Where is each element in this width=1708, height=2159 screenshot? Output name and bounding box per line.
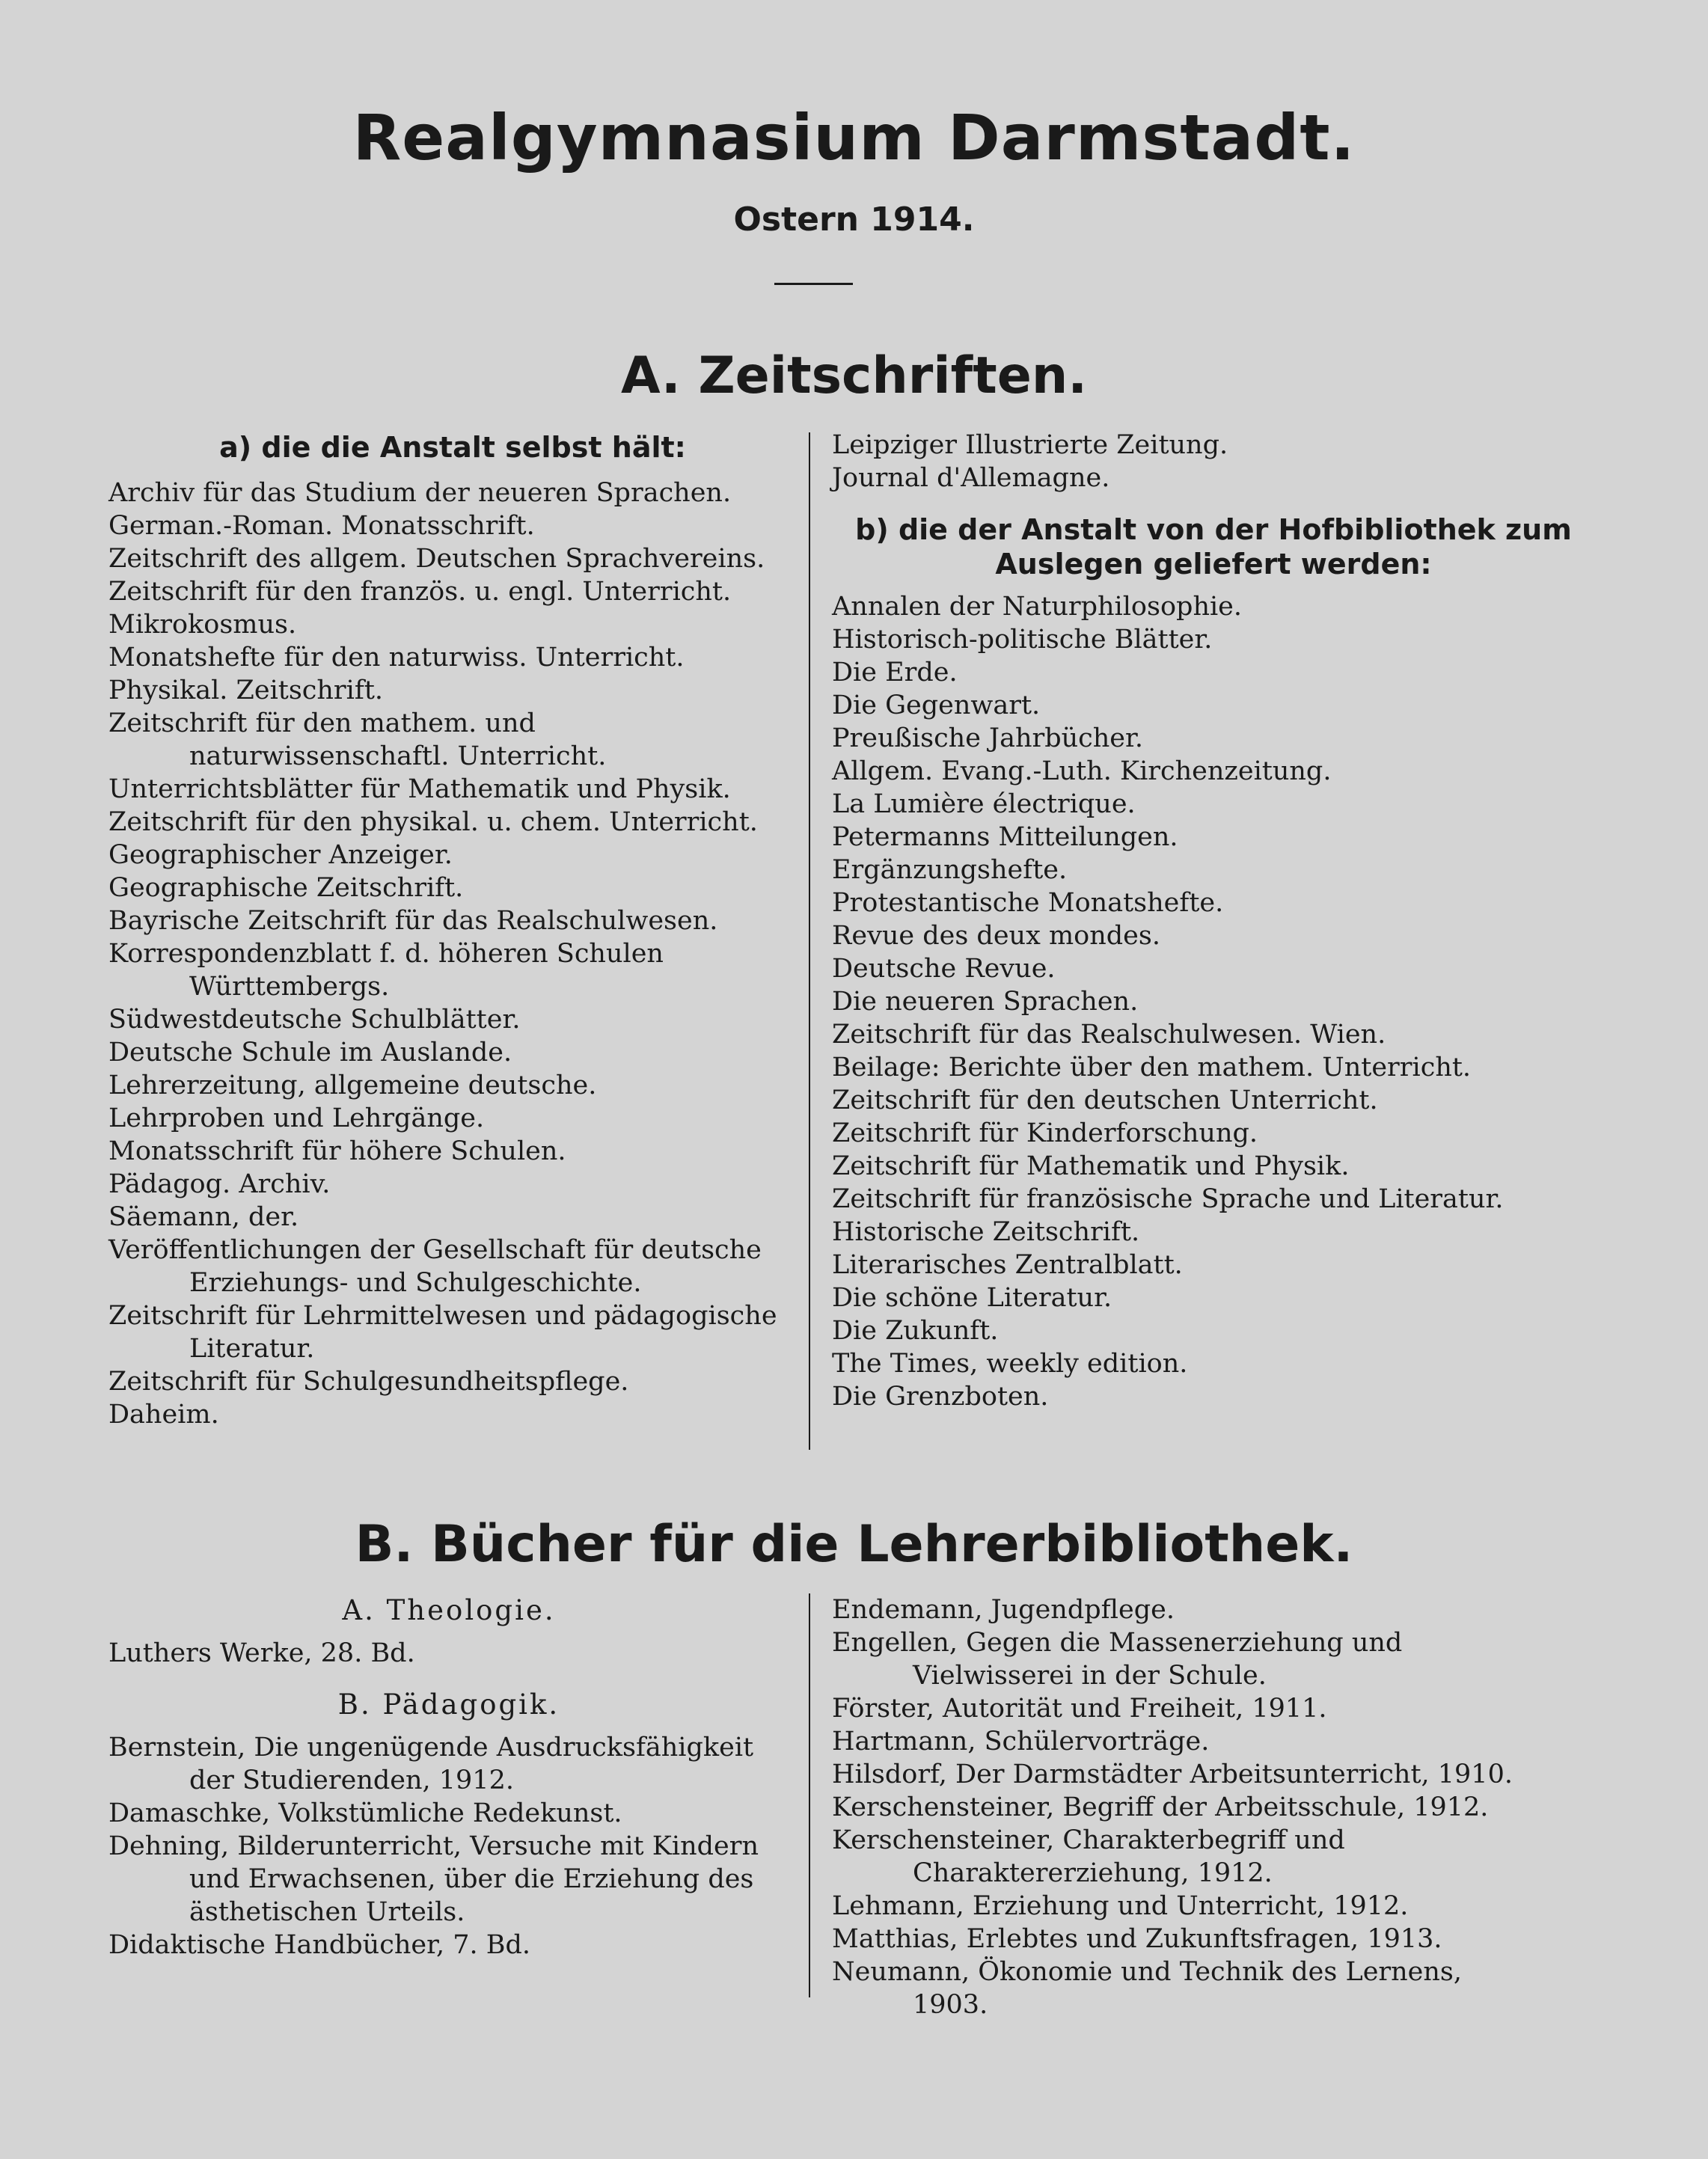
book-item: Hartmann, Schülervorträge. — [832, 1727, 1210, 1757]
periodical-item: Deutsche Revue. — [832, 954, 1056, 984]
section-a-right-heading: b) die der Anstalt von der Hofbibliothek zum Auslegen geliefert werden: — [855, 513, 1572, 581]
periodical-item: Geographischer Anzeiger. — [108, 840, 453, 870]
periodical-item: Monatshefte für den naturwiss. Unterricht. — [108, 643, 685, 673]
periodical-item: Säemann, der. — [108, 1202, 299, 1232]
periodical-item: Die schöne Literatur. — [832, 1283, 1112, 1313]
periodical-item: Geographische Zeitschrift. — [108, 873, 464, 903]
periodical-item: Beilage: Berichte über den mathem. Unterricht. — [832, 1053, 1472, 1082]
periodical-item: Südwestdeutsche Schulblätter. — [108, 1005, 521, 1035]
periodical-item: La Lumière électrique. — [832, 789, 1136, 819]
periodical-item: Literarisches Zentralblatt. — [832, 1250, 1183, 1280]
book-item: Matthias, Erlebtes und Zukunftsfragen, 1913. — [832, 1924, 1442, 1954]
book-item: Luthers Werke, 28. Bd. — [108, 1638, 415, 1668]
section-a-heading: A. Zeitschriften. — [620, 346, 1088, 405]
periodical-item: Zeitschrift für den deutschen Unterricht. — [832, 1085, 1378, 1115]
periodical-item: Revue des deux mondes. — [832, 921, 1160, 951]
periodical-item: Petermanns Mitteilungen. — [832, 822, 1178, 852]
page-title: Realgymnasium Darmstadt. — [352, 101, 1356, 174]
periodical-item: Ergänzungshefte. — [832, 855, 1068, 885]
book-item: Kerschensteiner, Charakterbegriff und Charaktererziehung, 1912. — [832, 1825, 1345, 1888]
section-b-left-column — [108, 1593, 789, 1962]
periodical-item: Preußische Jahrbücher. — [832, 723, 1144, 753]
book-item: Bernstein, Die ungenügende Ausdrucksfähigkeit der Studierenden, 1912. — [108, 1733, 754, 1795]
periodical-item: German.-Roman. Monatsschrift. — [108, 511, 535, 541]
periodical-item: Daheim. — [108, 1400, 219, 1430]
paedagogik-list — [108, 1731, 789, 1962]
periodical-item: Zeitschrift für Lehrmittelwesen und pädagogische Literatur. — [108, 1301, 777, 1364]
periodical-item: Leipziger Illustrierte Zeitung. — [832, 430, 1228, 460]
section-a-right-list — [832, 590, 1595, 1413]
periodical-item: Die Zukunft. — [832, 1316, 999, 1346]
section-a-left-heading: a) die die Anstalt selbst hält: — [219, 431, 686, 464]
periodical-item: Pädagog. Archiv. — [108, 1169, 331, 1199]
periodical-item: Die Erde. — [832, 658, 958, 687]
section-a-left-column — [108, 430, 797, 1431]
section-b-heading: B. Bücher für die Lehrerbibliothek. — [355, 1515, 1353, 1574]
periodical-item: Zeitschrift für Schulgesundheitspflege. — [108, 1367, 629, 1397]
book-item: Förster, Autorität und Freiheit, 1911. — [832, 1694, 1327, 1724]
paedagogik-heading: B. Pädagogik. — [337, 1688, 560, 1721]
periodical-item: Lehrproben und Lehrgänge. — [108, 1103, 485, 1133]
title-divider — [774, 283, 853, 285]
periodical-item: Monatsschrift für höhere Schulen. — [108, 1136, 566, 1166]
book-item: Engellen, Gegen die Massenerziehung und Vielwisserei in der Schule. — [832, 1628, 1403, 1691]
book-item: Neumann, Ökonomie und Technik des Lernens, 1903. — [832, 1957, 1463, 2020]
section-a-right-column — [832, 429, 1595, 1413]
section-a-right-top-list — [832, 429, 1595, 494]
page-subtitle: Ostern 1914. — [733, 200, 975, 239]
periodical-item: Zeitschrift für den physikal. u. chem. Unterricht. — [108, 807, 758, 837]
periodical-item: Historisch-politische Blätter. — [832, 625, 1213, 655]
periodical-item: Korrespondenzblatt f. d. höheren Schulen Württembergs. — [108, 939, 664, 1002]
periodical-item: Zeitschrift für das Realschulwesen. Wien. — [832, 1020, 1386, 1050]
section-b-column-divider — [809, 1593, 810, 1997]
periodical-item: Lehrerzeitung, allgemeine deutsche. — [108, 1071, 597, 1100]
periodical-item: Unterrichtsblätter für Mathematik und Physik. — [108, 774, 731, 804]
periodical-item: Die Gegenwart. — [832, 690, 1041, 720]
periodical-item: Allgem. Evang.-Luth. Kirchenzeitung. — [832, 756, 1332, 786]
book-item: Dehning, Bilderunterricht, Versuche mit Kindern und Erwachsenen, über die Erziehung des ästhetischen Urteils. — [108, 1831, 759, 1927]
periodical-item: Zeitschrift für Mathematik und Physik. — [832, 1151, 1350, 1181]
section-b-right-column — [832, 1593, 1520, 2021]
section-a-column-divider — [809, 432, 810, 1450]
section-b-right-list — [832, 1593, 1520, 2021]
periodical-item: Zeitschrift des allgem. Deutschen Sprachvereins. — [108, 544, 765, 574]
periodical-item: Zeitschrift für Kinderforschung. — [832, 1118, 1258, 1148]
periodical-item: The Times, weekly edition. — [832, 1349, 1188, 1379]
periodical-item: Deutsche Schule im Auslande. — [108, 1038, 512, 1068]
periodical-item: Annalen der Naturphilosophie. — [832, 592, 1243, 622]
book-item: Damaschke, Volkstümliche Redekunst. — [108, 1798, 622, 1828]
periodical-item: Mikrokosmus. — [108, 610, 297, 640]
periodical-item: Bayrische Zeitschrift für das Realschulwesen. — [108, 906, 718, 936]
periodical-item: Die neueren Sprachen. — [832, 987, 1139, 1017]
periodical-item: Veröffentlichungen der Gesellschaft für deutsche Erziehungs- und Schulgeschichte. — [108, 1235, 762, 1298]
book-item: Endemann, Jugendpflege. — [832, 1595, 1175, 1625]
book-item: Lehmann, Erziehung und Unterricht, 1912. — [832, 1891, 1409, 1921]
section-a-left-list — [108, 477, 797, 1431]
book-item: Kerschensteiner, Begriff der Arbeitsschule, 1912. — [832, 1792, 1489, 1822]
periodical-item: Journal d'Allemagne. — [832, 463, 1110, 493]
book-item: Hilsdorf, Der Darmstädter Arbeitsunterricht, 1910. — [832, 1760, 1513, 1789]
periodical-item: Historische Zeitschrift. — [832, 1217, 1140, 1247]
periodical-item: Protestantische Monatshefte. — [832, 888, 1224, 918]
periodical-item: Zeitschrift für den mathem. und naturwissenschaftl. Unterricht. — [108, 708, 607, 771]
periodical-item: Archiv für das Studium der neueren Sprachen. — [108, 478, 732, 508]
periodical-item: Physikal. Zeitschrift. — [108, 676, 384, 705]
theology-list — [108, 1637, 789, 1670]
periodical-item: Zeitschrift für den französ. u. engl. Unterricht. — [108, 577, 732, 607]
book-item: Didaktische Handbücher, 7. Bd. — [108, 1930, 530, 1960]
theology-heading: A. Theologie. — [342, 1594, 556, 1626]
periodical-item: Zeitschrift für französische Sprache und Literatur. — [832, 1184, 1504, 1214]
periodical-item: Die Grenzboten. — [832, 1382, 1049, 1412]
